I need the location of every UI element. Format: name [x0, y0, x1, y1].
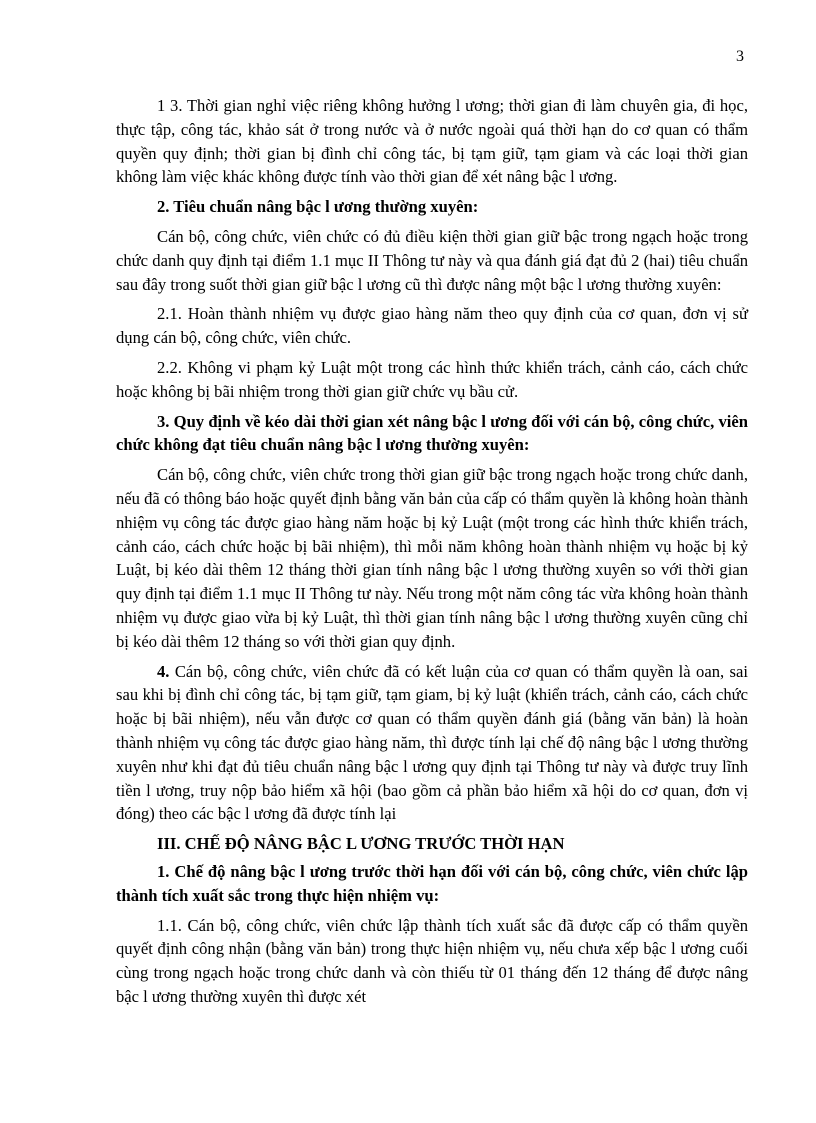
heading-part-3: III. CHẾ ĐỘ NÂNG BẬC L ƯƠNG TRƯỚC THỜI HẠN — [157, 834, 565, 854]
heading-section-3: 3. Quy định về kéo dài thời gian xét nâng bậc l ương đối với cán bộ, công chức, viên chức không đạt tiêu chuẩn nâng bậc l ương thường xuyên: — [116, 411, 748, 455]
paragraph-1-3: 1 3. Thời gian nghỉ việc riêng không hưởng l ương; thời gian đi làm chuyên gia, đi học, thực tập, công tác, khảo sát ở trong nước và ở nước ngoài quá thời hạn do cơ quan có thẩm quyền quy định; thời gian bị đình chỉ công tác, bị tạm giữ, tạm giam và các loại thời gian không làm việc khác không được tính vào thời gian để xét nâng bậc l ương. — [116, 96, 748, 187]
heading-part-3-section-1: 1. Chế độ nâng bậc l ương trước thời hạn đối với cán bộ, công chức, viên chức lập thành tích xuất sắc trong thực hiện nhiệm vụ: — [116, 861, 748, 905]
paragraph-section-4 — [116, 660, 748, 827]
paragraph-section-3: Cán bộ, công chức, viên chức trong thời gian giữ bậc trong ngạch hoặc trong chức danh, nếu đã có thông báo hoặc quyết định bằng văn bản của cấp có thẩm quyền là không hoàn thành nhiệm vụ công tác được giao hàng năm hoặc bị kỷ Luật (một trong các hình thức khiển trách, cảnh cáo, cách chức hoặc bị bãi nhiệm), thì mỗi năm không hoàn thành nhiệm vụ hoặc bị kỷ Luật, bị kéo dài thêm 12 tháng thời gian tính nâng bậc l ương thường xuyên so với thời gian quy định tại điểm 1.1 mục II Thông tư này. Nếu trong một năm công tác vừa không hoàn thành nhiệm vụ được giao vừa bị kỷ Luật, thì thời gian tính nâng bậc l ương thường xuyên cũng chỉ bị kéo dài thêm 12 tháng so với thời gian quy định. — [116, 465, 748, 651]
paragraph-2-2: 2.2. Không vi phạm kỷ Luật một trong các hình thức khiển trách, cảnh cáo, cách chức hoặc không bị bãi nhiệm trong thời gian giữ chức vụ bầu cử. — [116, 357, 748, 401]
paragraph-part-3-1-1: 1.1. Cán bộ, công chức, viên chức lập thành tích xuất sắc đã được cấp có thẩm quyền quyết định công nhận (bằng văn bản) trong thực hiện nhiệm vụ, nếu chưa xếp bậc l ương cuối cùng trong ngạch hoặc trong chức danh và còn thiếu từ 01 tháng đến 12 tháng để được nâng bậc l ương thường xuyên thì được xét — [116, 915, 748, 1006]
paragraph-section-2-intro: Cán bộ, công chức, viên chức có đủ điều kiện thời gian giữ bậc trong ngạch hoặc trong chức danh quy định tại điểm 1.1 mục II Thông tư này và qua đánh giá đạt đủ 2 (hai) tiêu chuẩn sau đây trong suốt thời gian giữ bậc l ương cũ thì được nâng một bậc l ương thường xuyên: — [116, 226, 748, 294]
section-4-number: 4. — [157, 661, 170, 681]
heading-section-2: 2. Tiêu chuẩn nâng bậc l ương thường xuyên: — [157, 197, 479, 217]
section-4-text: Cán bộ, công chức, viên chức đã có kết luận của cơ quan có thẩm quyền là oan, sai sau khi bị đình chỉ công tác, bị tạm giữ, tạm giam, bị kỷ luật (khiển trách, cảnh cáo, cách chức hoặc bị bãi nhiệm), nếu vẫn được cơ quan có thẩm quyền đánh giá (bằng văn bản) là hoàn thành nhiệm vụ công tác được giao hàng năm, thì được tính lại chế độ nâng bậc l ương thường xuyên như khi đạt đủ tiêu chuẩn nâng bậc l ương quy định tại Thông tư này và được truy lĩnh tiền l ương, truy nộp bảo hiểm xã hội (bao gồm cả phần bảo hiểm xã hội do cơ quan, đơn vị đóng) theo các bậc l ương đã được tính lại — [116, 661, 748, 824]
paragraph-2-1: 2.1. Hoàn thành nhiệm vụ được giao hàng năm theo quy định của cơ quan, đơn vị sử dụng cán bộ, công chức, viên chức. — [116, 304, 748, 348]
page-number: 3 — [736, 48, 744, 65]
document-body — [116, 94, 748, 1015]
